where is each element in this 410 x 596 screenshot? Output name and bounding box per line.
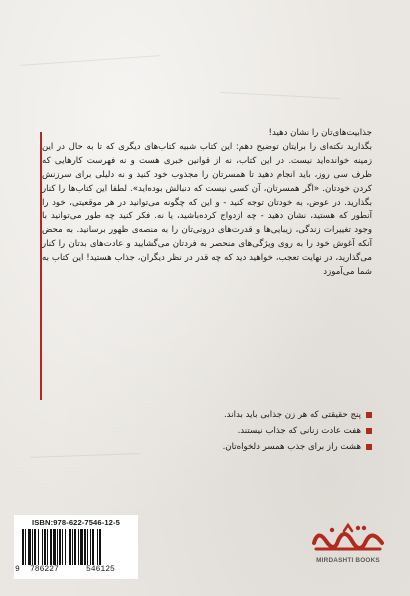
barcode-bar — [97, 529, 98, 565]
list-item: پنج حقیقتی که هر زن جذابی باید بداند. — [150, 407, 372, 423]
blurb — [42, 127, 372, 280]
barcode-bar — [90, 529, 91, 565]
barcode-bar — [80, 529, 83, 565]
barcode-bar — [32, 529, 33, 565]
square-bullet-icon — [366, 412, 372, 418]
barcode-bar — [22, 529, 24, 565]
barcode-bar — [72, 529, 73, 565]
paper-texture — [20, 55, 160, 66]
bullet-list — [150, 407, 372, 455]
barcode-bar — [38, 529, 39, 565]
publisher-logo-icon — [308, 521, 388, 555]
publisher-name: MIRDASHTI BOOKS — [316, 557, 380, 564]
barcode-bar — [50, 529, 52, 565]
barcode-bar — [59, 529, 61, 565]
barcode-bar — [53, 529, 56, 565]
barcode-bar — [65, 529, 66, 565]
barcode-bar — [87, 529, 88, 565]
barcode-bar — [44, 529, 46, 565]
paper-texture — [220, 92, 340, 99]
barcode-bar — [78, 529, 79, 565]
barcode-icon — [20, 529, 132, 565]
square-bullet-icon — [366, 444, 372, 450]
isbn-text: ISBN:978-622-7546-12-5 — [32, 518, 120, 527]
barcode-digits-left: 786227 — [30, 565, 59, 574]
square-bullet-icon — [366, 428, 372, 434]
barcode-digits — [14, 565, 138, 577]
barcode-bar — [42, 529, 43, 565]
barcode-bar — [34, 529, 36, 565]
barcode-label — [14, 515, 138, 579]
list-item: هشت راز برای جذب همسر دلخواه‌تان. — [150, 439, 372, 455]
blurb-body: بگذارید نکته‌ای را برایتان توضیح دهم: این کتاب شبیه کتاب‌های دیگری که تا به حال در این زمینه خوانده‌اید نیست. در این کتاب، نه از قوانین خبری هست و نه فهرست کارهایی که ظرف سی روز، باید انجام دهید تا همسرتان را مجذوب خود کنید و نه دلیلی برای سرزنش کردن خودتان. «اگر همسرتان، آن کسی نیست که دنبالش بوده‌اید». لطفا این کتاب‌ها را کنار بگذارید. در عوض، به خودتان توجه کنید - و این که چگونه می‌توانید در هر موقعیتی، خود را آنطور که هستید، نشان دهید - چه ازدواج کرده‌باشید، یا نه. فکر کنید چه طور می‌توانید با وجود تغییرات زندگی، زیبایی‌ها و قدرت‌های درونی‌تان را به منصه‌ی ظهور برسانید. به محض آنکه آغوش خود را به روی ویژگی‌های منحصر به فردتان می‌گشایید و عادت‌های بدتان را کنار می‌گذارید، در نهایت تعجب، خواهید دید که چه قدر در نظر دیگران، جذاب هستید! این کتاب به شما می‌آموزد — [42, 141, 372, 278]
barcode-bar — [57, 529, 58, 565]
barcode-bar — [69, 529, 71, 565]
barcode-bar — [47, 529, 48, 565]
barcode-digits-right: 546125 — [86, 565, 115, 574]
barcode-bar — [74, 529, 76, 565]
barcode-bar — [28, 529, 31, 565]
paper-texture — [30, 453, 140, 458]
barcode-digit-lead: 9 — [15, 565, 20, 574]
barcode-bar — [99, 529, 101, 565]
barcode-bar — [25, 529, 26, 565]
blurb-heading: جذابیت‌های‌تان را نشان دهید! — [268, 128, 372, 138]
barcode-bar — [92, 529, 94, 565]
barcode-bar — [62, 529, 63, 565]
publisher-logo — [308, 521, 388, 571]
barcode-bar — [84, 529, 86, 565]
list-item: هفت عادت زنانی که جذاب نیستند. — [150, 423, 372, 439]
